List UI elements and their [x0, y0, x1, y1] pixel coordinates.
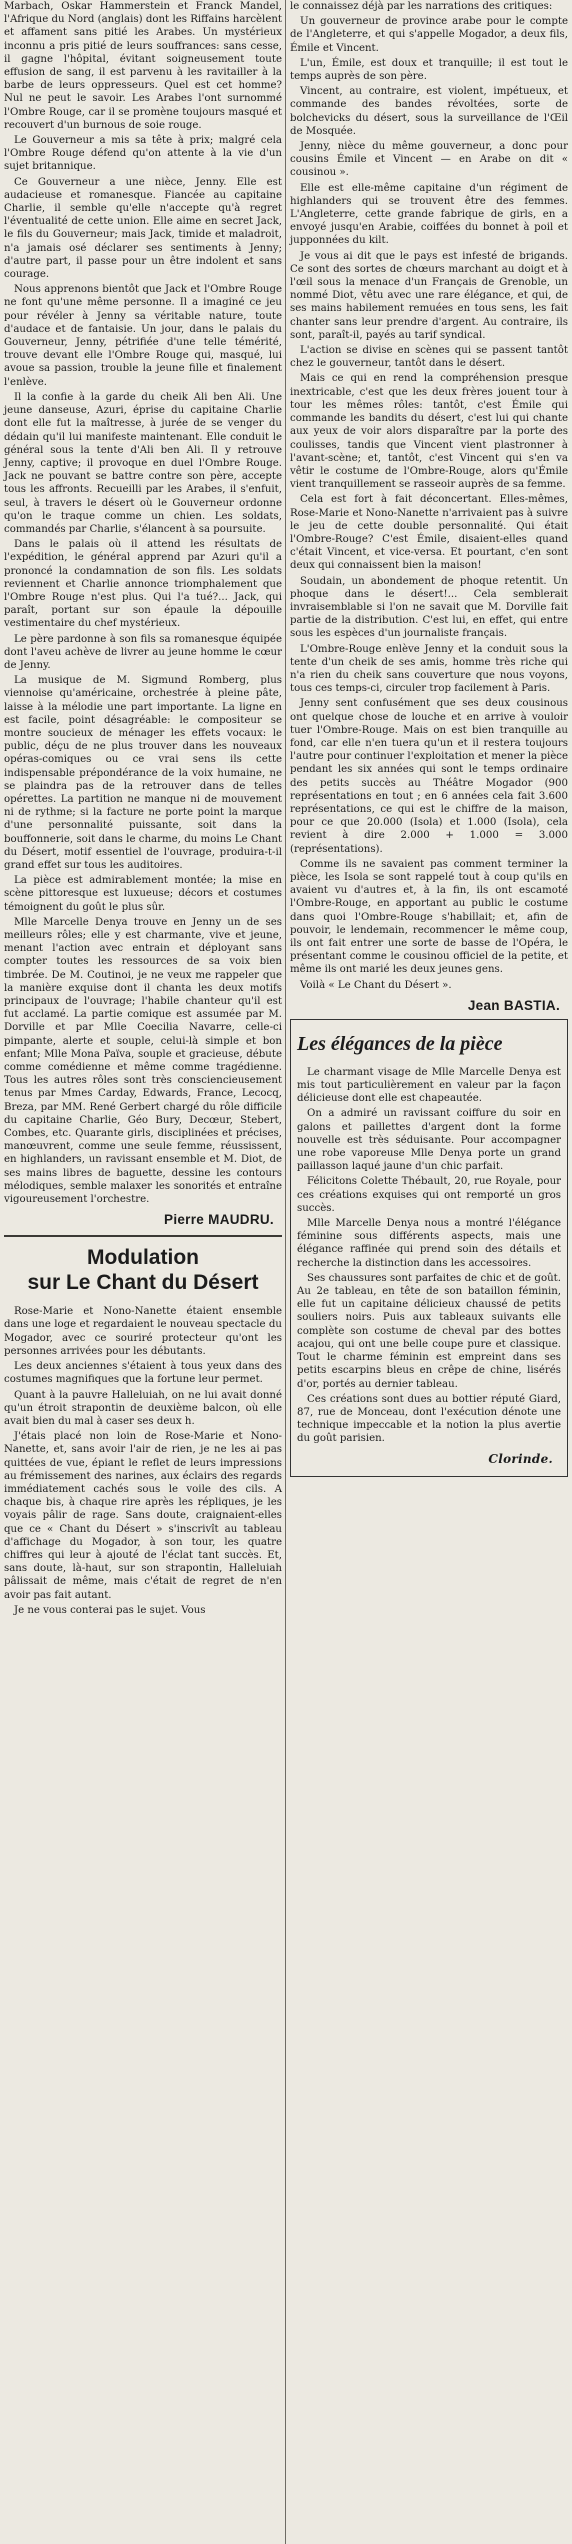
elegance-headline: Les élégances de la pièce: [297, 1032, 503, 1055]
right-column: [290, 0, 568, 2544]
headline-line-2: sur Le Chant du Désert: [27, 1271, 259, 1295]
paragraph: Je ne vous conterai pas le sujet. Vous: [14, 1604, 206, 1616]
paragraph: Mlle Marcelle Denya trouve en Jenny un de ses meilleurs rôles; elle y est charmante, vive et jeune, menant l'action avec entrain et déployant sans compter toutes les ressources de sa voix bien timbrée. De M. Coutinoi, je ne veux me rappeler que la manière exquise dont il chanta les deux motifs principaux de l'ouvrage; l'habile chanteur qu'il est fut acclamé. La partie comique est assumée par M. Dorville et par Mlle Coecilia Navarre, celle-ci pimpante, alerte et souple, celui-là simple et bon enfant; Mlle Mona Païva, souple et gracieuse, débute comme comédienne et même comme tragédienne. Tous les autres rôles sont très consciencieusement tenus par Mmes Carday, Edwards, France, Lecocq, Breza, par MM. René Gerbert chargé du rôle difficile du capitaine Charlie, Géo Bury, Decœur, Stebert, Combes, etc. Quarante girls, disciplinées et précises, manœuvrent, comme une seule femme, réussissent, en highlanders, un ravissant ensemble et M. Diot, de ses mains libres de baguette, dessine les contours mélodiques, semble malaxer les sonorités et entraîne vigoureusement l'orchestre.: [4, 916, 282, 1206]
paragraph: L'action se divise en scènes qui se passent tantôt chez le gouverneur, tantôt dans le désert.: [290, 345, 568, 370]
left-column: [4, 0, 282, 2544]
headline-line-1: Modulation: [87, 1246, 199, 1270]
paragraph: La musique de M. Sigmund Romberg, plus viennoise qu'américaine, orchestrée à pleine pâte, laisse à la mélodie une part importante. La ligne en est facile, point désagréable: le compositeur se montre soucieux de ménager les effets vocaux: le public, déçu de ne plus trouver dans les nouveaux opéras-comiques ou ce vrai sens ils cette indispensable prépondérance de la voix humaine, ne se plaindra pas de la retrouver dans de telles opérettes. La partition ne manque ni de mouvement ni de rythme; si la facture ne porte point la marque d'une personnalité puissante, soit dans la bouffonnerie, soit dans le charme, du moins Le Chant du Désert, motif essentiel de l'ouvrage, produira-t-il grand effet sur tous les auditoires.: [4, 675, 282, 871]
paragraph: L'un, Émile, est doux et tranquille; il est tout le temps auprès de son père.: [290, 57, 568, 83]
paragraph: Soudain, un abondement de phoque retentit. Un phoque dans le désert!... Cela semblerait invraisemblable si l'on ne savait que M. Dorville fait partie de la distribution. C'est lui, en effet, qui entre sous les espèces d'un journaliste français.: [290, 575, 568, 640]
elegance-signature: Clorinde.: [488, 1451, 553, 1466]
paragraph: Ces créations sont dues au bottier réputé Giard, 87, rue de Monceau, dont l'exécution dénote une technique impeccable et la notion la plus avertie du goût parisien.: [297, 1393, 561, 1445]
paragraph: Nous apprenons bientôt que Jack et l'Ombre Rouge ne font qu'une même personne. Il a imaginé ce jeu pour révéler à Jenny sa véritable nature, toute d'audace et de fantaisie. Un jour, dans le palais du Gouverneur, Jenny, pétrifiée d'une telle témérité, trouve devant elle l'Ombre Rouge qui, masqué, lui avoue sa passion, trouble la jeune fille et finalement l'enlève.: [4, 284, 282, 388]
paragraph: La pièce est admirablement montée; la mise en scène pittoresque est luxueuse; décors et costumes témoignent du goût le plus sûr.: [4, 875, 282, 913]
paragraph: J'étais placé non loin de Rose-Marie et Nono-Nanette, et, sans avoir l'air de rien, je ne les ai pas quittées de vue, épiant le reflet de leurs impressions au frémissement des narines, aux éclairs des regards immédiatement cachés sous le voile des cils. A chaque bis, à chaque rire après les répliques, je les voyais pâlir de rage. Sans doute, craignaient-elles que ce « Chant du Désert » s'inscrivît au tableau d'affichage du Mogador, à son tour, les quatre chiffres qui leur à ajouté de l'éclat tant succès. Et, sans doute, là-haut, sur son strapontin, Halleluiah pâlissait de même, mais c'était de regret de n'en avoir pas fait autant.: [4, 1431, 282, 1601]
paragraph: Il la confie à la garde du cheik Ali ben Ali. Une jeune danseuse, Azuri, éprise du capitaine Charlie dont elle fut la maîtresse, à jurée de se venger du dédain qu'il lui manifeste maintenant. Elle conduit le général sous la tente d'Ali ben Ali. Il y retrouve Jenny, captive; il provoque en duel l'Ombre Rouge. Jack ne pouvant se battre contre son père, accepte tous les affronts. Recueilli par les Arabes, il s'enfuit, seul, à travers le désert où le Gouverneur ordonne qu'on le traque comme un chien. Les soldats, commandés par Charlie, s'élancent à sa poursuite.: [4, 391, 282, 535]
paragraph: Marbach, Oskar Hammerstein et Franck Mandel, l'Afrique du Nord (anglais) dont les Riffains harcèlent et affament sans pitié les Arabes. Un mystérieux inconnu a pris pitié de leurs souffrances: sans cesse, il gagne l'hôpital, évitant soigneusement toute effusion de sang, il est parvenu à les ravitailler à la barbe de leurs oppresseurs. Quel est cet homme? Nul ne peut le savoir. Les Arabes l'ont surnommé l'Ombre Rouge, car il se promène toujours masqué et recouvert d'un burnous de soie rouge.: [4, 1, 282, 131]
paragraph: Rose-Marie et Nono-Nanette étaient ensemble dans une loge et regardaient le nouveau spectacle du Mogador, avec ce souriré protecteur qu'ont les personnes arrivées pour les débutants.: [4, 1306, 282, 1357]
paragraph: Cela est fort à fait déconcertant. Elles-mêmes, Rose-Marie et Nono-Nanette n'arrivaient pas à suivre le jeu de cette double personnalité. Qui était l'Ombre-Rouge? C'est Émile, disaient-elles quand c'était Vincent, et vice-versa. Et pourtant, c'en sont deux qui connaissent bien la maison!: [290, 494, 568, 572]
author-signature: Jean BASTIA.: [467, 997, 560, 1013]
paragraph: On a admiré un ravissant coiffure du soir en galons et paillettes d'argent dont la forme nouvelle est très séduisante. Pour accompagner une robe vaporeuse Mlle Denya porte un grand paillasson laqué jaune d'un chic parfait.: [297, 1108, 561, 1173]
paragraph: Ce Gouverneur a une nièce, Jenny. Elle est audacieuse et romanesque. Fiancée au capitaine Charlie, il semble qu'elle n'accepte qu'à regret l'éventualité de cette union. Elle aime en secret Jack, le fils du Gouverneur; mais Jack, timide et maladroit, n'a jamais osé déclarer ses sentiments à Jenny; d'autre part, il passe pour un être indolent et sans courage.: [4, 176, 282, 281]
paragraph: Jenny, nièce du même gouverneur, a donc pour cousins Émile et Vincent — en Arabe on dit « cousinou ».: [290, 141, 568, 179]
paragraph: Ses chaussures sont parfaites de chic et de goût. Au 2e tableau, en tête de son bataillon féminin, elle fut un capitaine délicieux chaussé de petits souliers noirs. Puis aux tableaux suivants elle complète son costume de cheval par des bottes acajou, qui ont une belle coupe pure et classique. Tout le charme féminin est empreint dans ses petits escarpins bleus en crêpe de chine, lisérés d'or, portés au dernier tableau.: [297, 1272, 561, 1390]
paragraph: Mlle Marcelle Denya nous a montré l'élégance féminine sous différents aspects, mais une élégance raffinée qui prend soin des détails et recherche la distinction dans les accessoires.: [297, 1218, 561, 1269]
paragraph: Dans le palais où il attend les résultats de l'expédition, le général apprend par Azuri qu'il a prononcé la condamnation de son fils. Les soldats reviennent et Charlie annonce triomphalement que l'Ombre Rouge n'est plus. Qui l'a tué?... Jack, qui paraît, portant sur son épaule la dépouille vestimentaire du chef mystérieux.: [4, 539, 282, 630]
paragraph: Les deux anciennes s'étaient à tous yeux dans des costumes magnifiques que la fortune leur permet.: [4, 1361, 282, 1386]
modulation-continued: [290, 0, 568, 992]
section-divider: [4, 1235, 282, 1237]
author-signature: Pierre MAUDRU.: [164, 1212, 274, 1228]
paragraph: Jenny sent confusément que ses deux cousinous ont quelque chose de louche et en arrive à vouloir tuer l'Ombre-Rouge. Mais on est bien tranquille au fond, car elle n'en tuera qu'un et il restera toujours l'autre pour continuer l'exploitation et mener la pièce pendant les six années qui sont le temps ordinaire des petits succès au Théâtre Mogador (900 représentations en tout ; en 6 années cela fait 3.600 représentations, ce qui est le chiffre de la maison, pour ce que 20.000 (Isola) et 1.000 (Isola), cela revient à dire 2.000 + 1.000 = 3.000 (représentations).: [290, 698, 568, 855]
paragraph: Félicitons Colette Thébault, 20, rue Royale, pour ces créations exquises qui ont remporté un gros succès.: [297, 1176, 561, 1214]
paragraph: Le père pardonne à son fils sa romanesque équipée dont l'aveu achève de livrer au jeune homme le cœur de Jenny.: [4, 633, 282, 671]
modulation-article: [4, 1245, 282, 1617]
paragraph: Voilà « Le Chant du Désert ».: [300, 979, 452, 991]
review-body: [4, 0, 282, 1206]
paragraph: Le Gouverneur a mis sa tête à prix; malgré cela l'Ombre Rouge défend qu'on attente à la vie d'un sujet britannique.: [4, 135, 282, 173]
paragraph: Elle est elle-même capitaine d'un régiment de highlanders qui se trouvent être des femmes. L'Angleterre, cette grande fabrique de girls, en a envoyé jusqu'en Arabie, coiffées du bonnet à poil et jupponnées du kilt.: [290, 182, 568, 247]
paragraph: le connaissez déjà par les narrations des critiques:: [290, 1, 553, 12]
paragraph: Vincent, au contraire, est violent, impétueux, et commande des bandes révoltées, sorte de bolchevicks du désert, sous la surveillance de l'Œil de Mosquée.: [290, 86, 568, 137]
paragraph: Le charmant visage de Mlle Marcelle Denya est mis tout particulièrement en valeur par la façon délicieuse dont elle est chapeautée.: [297, 1066, 561, 1105]
column-rule: [285, 0, 286, 2544]
elegance-box: [290, 1019, 568, 1477]
paragraph: Je vous ai dit que le pays est infesté de brigands. Ce sont des sortes de chœurs marchant au doigt et à l'œil sous la menace d'un Français de Grenoble, un nommé Diot, vêtu avec une rare élégance, et qui, de ses mains habilement remuées en tous sens, les fait chanter sans leur prendre d'argent. Au contraire, ils sont, paraît-il, payés au tarif syndical.: [290, 250, 568, 341]
paragraph: Un gouverneur de province arabe pour le compte de l'Angleterre, et qui s'appelle Mogador, a deux fils, Émile et Vincent.: [290, 16, 568, 54]
paragraph: L'Ombre-Rouge enlève Jenny et la conduit sous la tente d'un cheik de ses amis, homme très riche qui n'a rien du cheik sans couverture que nous voyons, tous ces temps-ci, circuler trop facilement à Paris.: [290, 643, 568, 695]
modulation-headline: [4, 1245, 282, 1295]
paragraph: Quant à la pauvre Halleluiah, on ne lui avait donné qu'un étroit strapontin de deuxième balcon, où elle avait bien du mal à caser ses deux h.: [4, 1389, 282, 1427]
paragraph: Mais ce qui en rend la compréhension presque inextricable, c'est que les deux frères jouent tour à tour les mêmes rôles: tantôt, c'est Émile qui commande les bandits du désert, c'est lui qui chante aux yeux de voir alors disparaître par la porte des coulisses, tandis que Vincent vient plastronner à l'avant-scène; et, tantôt, c'est Vincent qui s'en va vêtir le costume de l'Ombre-Rouge, alors qu'Émile vient tranquillement se rasseoir auprès de sa femme.: [290, 373, 568, 491]
paragraph: Comme ils ne savaient pas comment terminer la pièce, les Isola se sont rappelé tout à coup qu'ils en avaient vu d'autres et, à la fin, ils ont escamoté l'Ombre-Rouge, en apportant au public le costume dans quoi l'Ombre-Rouge s'habillait; et, afin de pouvoir, le lendemain, recommencer le même coup, ils ont fait entrer une sorte de basse de l'Opéra, le présentant comme le cousinou officiel de la petite, et même ils ont marié les deux jeunes gens.: [290, 858, 568, 976]
